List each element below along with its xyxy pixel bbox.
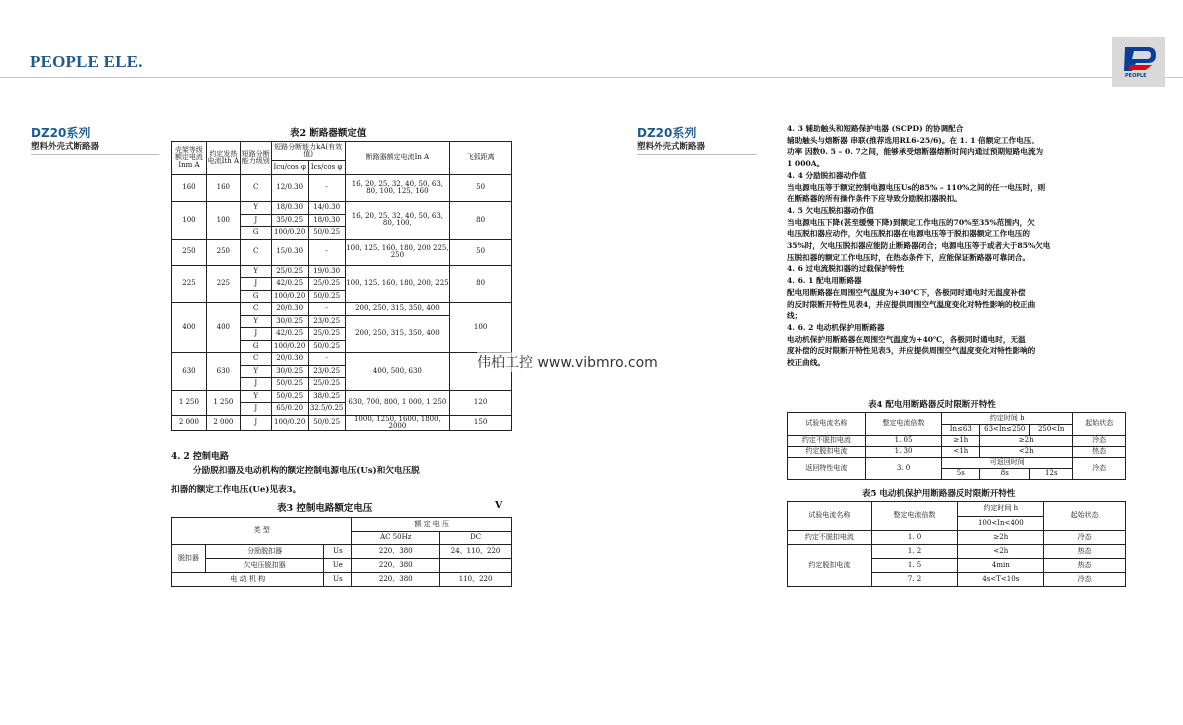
table-cell: 110、220: [440, 573, 512, 587]
table-cell: 20/0.30: [271, 303, 308, 316]
th-range: 100<In<400: [958, 517, 1044, 531]
table-cell: J: [240, 278, 271, 291]
table-cell: C: [240, 239, 271, 265]
th-state: 起始状态: [1044, 502, 1126, 531]
table-cell: <1h: [942, 447, 980, 458]
table-cell: 23/0.25: [308, 365, 345, 378]
table-cell: 热态: [1073, 447, 1126, 458]
table-cell: 18/0.30: [271, 202, 308, 215]
table-cell: 1 250: [206, 390, 240, 415]
th-time: 约定时间 h: [942, 413, 1073, 425]
table-cell: J: [240, 214, 271, 227]
table-cell: 50/0.25: [308, 290, 345, 303]
table-cell: 35/0.25: [271, 214, 308, 227]
table-cell: 50/0.25: [308, 340, 345, 353]
table-cell: 100/0.20: [271, 227, 308, 240]
table-cell: 80: [450, 265, 512, 303]
table-cell: 50/0.25: [308, 415, 345, 431]
series-title-left: DZ20系列: [31, 126, 91, 140]
table-cell: ≥2h: [958, 531, 1044, 545]
table-cell: 4min: [958, 559, 1044, 573]
text-line: 在断路器的所有操作条件下应导致分励脱扣器脱扣。: [787, 194, 962, 204]
table-cell: 16, 20, 25, 32, 40, 50, 63, 80, 100, 125, 160: [345, 175, 450, 202]
th-arc: 飞弧距离: [450, 142, 512, 175]
table-cell: 5s: [942, 469, 980, 480]
table-cell: 80: [450, 202, 512, 240]
text-line: 电动机保护用断路器在周围空气温度为+40℃，各极同时通电时，无温: [787, 334, 1026, 344]
table-cell: C: [240, 175, 271, 202]
table5-motor-breaker: [787, 501, 1126, 587]
table-cell: 返回特性电流: [788, 458, 866, 480]
table-cell: 1. 30: [865, 447, 942, 458]
table-cell: Y: [240, 265, 271, 278]
section-divider-right: [637, 154, 757, 155]
table4-title: 表4 配电用断路器反时限断开特性: [868, 400, 996, 410]
table-cell: 400: [172, 303, 207, 353]
table-cell: -: [308, 353, 345, 366]
table-cell: 50/0.25: [271, 378, 308, 391]
table-cell: 约定脱扣电流: [788, 447, 866, 458]
th-multiple: 整定电流倍数: [865, 413, 942, 436]
table-cell: 150: [450, 415, 512, 431]
table-cell: 25/0.25: [308, 278, 345, 291]
table-cell: 12/0.30: [271, 175, 308, 202]
text-line: 35%时，欠电压脱扣器应能防止断路器闭合；电源电压等于或者大于85%欠电: [787, 241, 1051, 251]
text-line: 电压脱扣器应动作，欠电压脱扣器在电源电压等于脱扣器额定工作电压的: [787, 229, 1030, 239]
table-cell: 4s<T<10s: [958, 573, 1044, 587]
table5-title: 表5 电动机保护用断路器反时限断开特性: [862, 489, 1016, 499]
table-cell: 15/0.30: [271, 239, 308, 265]
table-cell: 120: [450, 390, 512, 415]
table-cell: Y: [240, 202, 271, 215]
table-cell: 630: [206, 353, 240, 391]
header-divider: [0, 77, 1183, 78]
table-cell: 1 250: [172, 390, 207, 415]
table-cell: 1. 2: [871, 545, 958, 559]
text-line: 4. 6. 2 电动机保护用断路器: [787, 322, 885, 332]
table-cell: 50: [450, 239, 512, 265]
table-cell: 热态: [1044, 545, 1126, 559]
th-state: 起始状态: [1073, 413, 1126, 436]
th-level: 短路分断能力级别: [240, 142, 271, 175]
table-cell: Y: [240, 390, 271, 403]
th-range-2: 63<In≤250: [980, 425, 1030, 436]
section-4-2-heading: 4. 2 控制电路: [171, 452, 229, 462]
th-type: 类 型: [172, 518, 352, 545]
table-cell: 8s: [980, 469, 1030, 480]
table-cell: 200, 250, 315, 350, 400: [345, 303, 450, 316]
th-range-1: In≤63: [942, 425, 980, 436]
table-cell: 30/0.25: [271, 365, 308, 378]
table-cell: 7. 2: [871, 573, 958, 587]
table-cell: 50/0.25: [308, 227, 345, 240]
table-cell: <2h: [980, 447, 1073, 458]
table-cell: 225: [206, 265, 240, 303]
text-line: 4. 3 辅助触头和短路保护电器 (SCPD) 的协调配合: [787, 124, 964, 133]
text-line: 4. 6 过电流脱扣器的过载保护特性: [787, 264, 905, 274]
section-4-2-line2: 扣器的额定工作电压(Ue)见表3。: [171, 485, 302, 495]
series-subtitle-right: 塑料外壳式断路器: [637, 142, 706, 152]
table-cell: ≥1h: [942, 436, 980, 447]
table-cell: 100/0.20: [271, 290, 308, 303]
table-cell: 100, 125, 160, 180, 200, 225: [345, 265, 450, 303]
table-cell: 25/0.25: [271, 265, 308, 278]
table-cell: G: [240, 340, 271, 353]
table-cell: 23/0.25: [308, 315, 345, 328]
table3-control-voltage: [171, 517, 512, 587]
table-cell: 25/0.25: [308, 378, 345, 391]
text-line: 4. 5 欠电压脱扣器动作值: [787, 205, 874, 215]
table-cell: Us: [324, 573, 352, 587]
table-cell: ≥2h: [980, 436, 1073, 447]
table-cell: 冷态: [1073, 458, 1126, 480]
table-cell: J: [240, 378, 271, 391]
table-cell: 100: [206, 202, 240, 240]
table-cell: 100/0.20: [271, 415, 308, 431]
table-cell: 约定不脱扣电流: [788, 531, 872, 545]
table-cell: 220、380: [352, 545, 440, 559]
th-inm: 壳架等级额定电流Inm A: [172, 142, 207, 175]
table-cell: 16, 20, 25, 32, 40, 50, 63, 80, 100,: [345, 202, 450, 240]
table-cell: 400: [206, 303, 240, 353]
text-line: 校正曲线。: [787, 358, 825, 368]
table-cell: 14/0.30: [308, 202, 345, 215]
table-cell: 42/0.25: [271, 328, 308, 341]
table-cell: 冷态: [1073, 436, 1126, 447]
table-cell: 冷态: [1044, 573, 1126, 587]
table-cell: 38/0.25: [308, 390, 345, 403]
table-cell: 电 动 机 构: [172, 573, 324, 587]
table-cell: 18/0.30: [308, 214, 345, 227]
table-cell: 100/0.20: [271, 340, 308, 353]
table-cell: 热态: [1044, 559, 1126, 573]
table-cell: Ue: [324, 559, 352, 573]
table-cell: 42/0.25: [271, 278, 308, 291]
table-cell: J: [240, 403, 271, 416]
th-in: 断路器额定电流In A: [345, 142, 450, 175]
table2-ratings: [171, 141, 512, 431]
th-test-current: 试验电流名称: [788, 413, 866, 436]
table-cell: 可返回时间: [942, 458, 1073, 469]
text-line: 辅助触头与熔断器 串联(推荐选用RL6-25/6)。在 1. 1 倍额定工作电压、: [787, 135, 1039, 145]
th-ics: Ics/cos φ: [308, 161, 345, 175]
text-line: 当电源电压等于额定控制电源电压Us的85% – 110%之间的任一电压时，则: [787, 182, 1046, 192]
table-cell: G: [240, 227, 271, 240]
table-cell: 100: [450, 303, 512, 353]
watermark-text: 伟柏工控 www.vibmro.com: [477, 352, 658, 372]
th-test-current: 试验电流名称: [788, 502, 872, 531]
table3-title: 表3 控制电路额定电压: [277, 503, 373, 514]
text-line: 4. 4 分励脱扣器动作值: [787, 170, 867, 180]
table-cell: Y: [240, 365, 271, 378]
table-cell: 100: [172, 202, 207, 240]
th-rated-voltage: 额 定 电 压: [352, 518, 512, 532]
th-time: 约定时间 h: [958, 502, 1044, 517]
table-cell: 约定脱扣电流: [788, 545, 872, 587]
th-ac: AC 50Hz: [352, 532, 440, 545]
table3-unit: V: [495, 500, 503, 511]
text-line: 的反时限断开特性见表4，并应提供周围空气温度变化对特性影响的校正曲: [787, 299, 1036, 309]
table-cell: Y: [240, 315, 271, 328]
table-cell: 20/0.30: [271, 353, 308, 366]
table-cell: 200, 250, 315, 350, 400: [345, 315, 450, 353]
table-cell: 12s: [1030, 469, 1073, 480]
table-cell: 160: [172, 175, 207, 202]
table-cell: 220、380: [352, 559, 440, 573]
table-cell: 65/0.20: [271, 403, 308, 416]
text-line: 配电用断路器在周围空气温度为+30℃下，各极同时通电时无温度补偿: [787, 287, 1026, 297]
table-cell: 2 000: [206, 415, 240, 431]
th-range-3: 250<In: [1030, 425, 1073, 436]
th-capacity: 短路分断能力kA(有效值): [271, 142, 345, 161]
company-logo: [1112, 37, 1165, 87]
text-line: 功率 因数0. 5 – 0. 7之间，能够承受熔断器熔断时间内通过预期短路电流为: [787, 147, 1044, 157]
table-cell: 脱扣器: [172, 545, 206, 573]
table-cell: 225: [172, 265, 207, 303]
th-multiple: 整定电流倍数: [871, 502, 958, 531]
section-4-2-line1: 分励脱扣器及电动机构的额定控制电源电压(Us)和欠电压脱: [193, 466, 420, 476]
table-cell: 250: [172, 239, 207, 265]
table-cell: G: [240, 290, 271, 303]
table-cell: -: [308, 175, 345, 202]
table-cell: 24、110、220: [440, 545, 512, 559]
table-cell: 220、380: [352, 573, 440, 587]
table-cell: 1. 5: [871, 559, 958, 573]
th-icu: Icu/cos φ: [271, 161, 308, 175]
table2-title: 表2 断路器额定值: [290, 128, 367, 139]
table-cell: 1. 0: [871, 531, 958, 545]
table-cell: 3. 0: [865, 458, 942, 480]
table4-distribution-breaker: [787, 412, 1126, 480]
table-cell: 2 000: [172, 415, 207, 431]
table-cell: 19/0.30: [308, 265, 345, 278]
table-cell: 1. 05: [865, 436, 942, 447]
table-cell: -: [308, 239, 345, 265]
table-cell: 约定不脱扣电流: [788, 436, 866, 447]
table-cell: C: [240, 303, 271, 316]
table-cell: 50/0.25: [271, 390, 308, 403]
th-dc: DC: [440, 532, 512, 545]
section-divider-left: [31, 154, 159, 155]
table-cell: 32.5/0.25: [308, 403, 345, 416]
table-cell: C: [240, 353, 271, 366]
table-cell: 欠电压脱扣器: [205, 559, 324, 573]
table-cell: 30/0.25: [271, 315, 308, 328]
text-line: 度补偿的反时限断开特性见表5，并应提供周围空气温度变化对特性影响的: [787, 346, 1036, 356]
series-title-right: DZ20系列: [637, 126, 697, 140]
table-cell: J: [240, 328, 271, 341]
th-ith: 约定发热电流Ith A: [206, 142, 240, 175]
table-cell: 630, 700, 800, 1 000, 1 250: [345, 390, 450, 415]
table-cell: -: [308, 303, 345, 316]
table-cell: 1000, 1250, 1600, 1800, 2000: [345, 415, 450, 431]
text-line: 1 000A。: [787, 159, 825, 169]
table-cell: 25/0.25: [308, 328, 345, 341]
text-line: 当电源电压下降(甚至缓慢下降)到额定工作电压的70%至35%范围内，欠: [787, 217, 1035, 227]
table-cell: Us: [324, 545, 352, 559]
brand-name: PEOPLE ELE.: [30, 52, 143, 71]
logo-mark-icon: [1112, 37, 1165, 87]
logo-text: PEOPLE: [1125, 73, 1147, 79]
series-subtitle-left: 塑料外壳式断路器: [31, 142, 100, 152]
right-text-block: [787, 123, 1132, 369]
table-cell: 50: [450, 175, 512, 202]
text-line: 压脱扣器的额定工作电压时，在热态条件下，应能保证断路器可靠闭合。: [787, 252, 1030, 262]
table-cell: 250: [206, 239, 240, 265]
table-cell: 分励脱扣器: [205, 545, 324, 559]
table-cell: 冷态: [1044, 531, 1126, 545]
table-cell: 630: [172, 353, 207, 391]
text-line: 4. 6. 1 配电用断路器: [787, 276, 862, 286]
table-cell: 400, 500, 630: [345, 353, 450, 391]
text-line: 线；: [787, 311, 803, 321]
table-cell: <2h: [958, 545, 1044, 559]
table-cell: 160: [206, 175, 240, 202]
table-cell: J: [240, 415, 271, 431]
table-cell: 100, 125, 160, 180, 200 225, 250: [345, 239, 450, 265]
table-cell: [440, 559, 512, 573]
